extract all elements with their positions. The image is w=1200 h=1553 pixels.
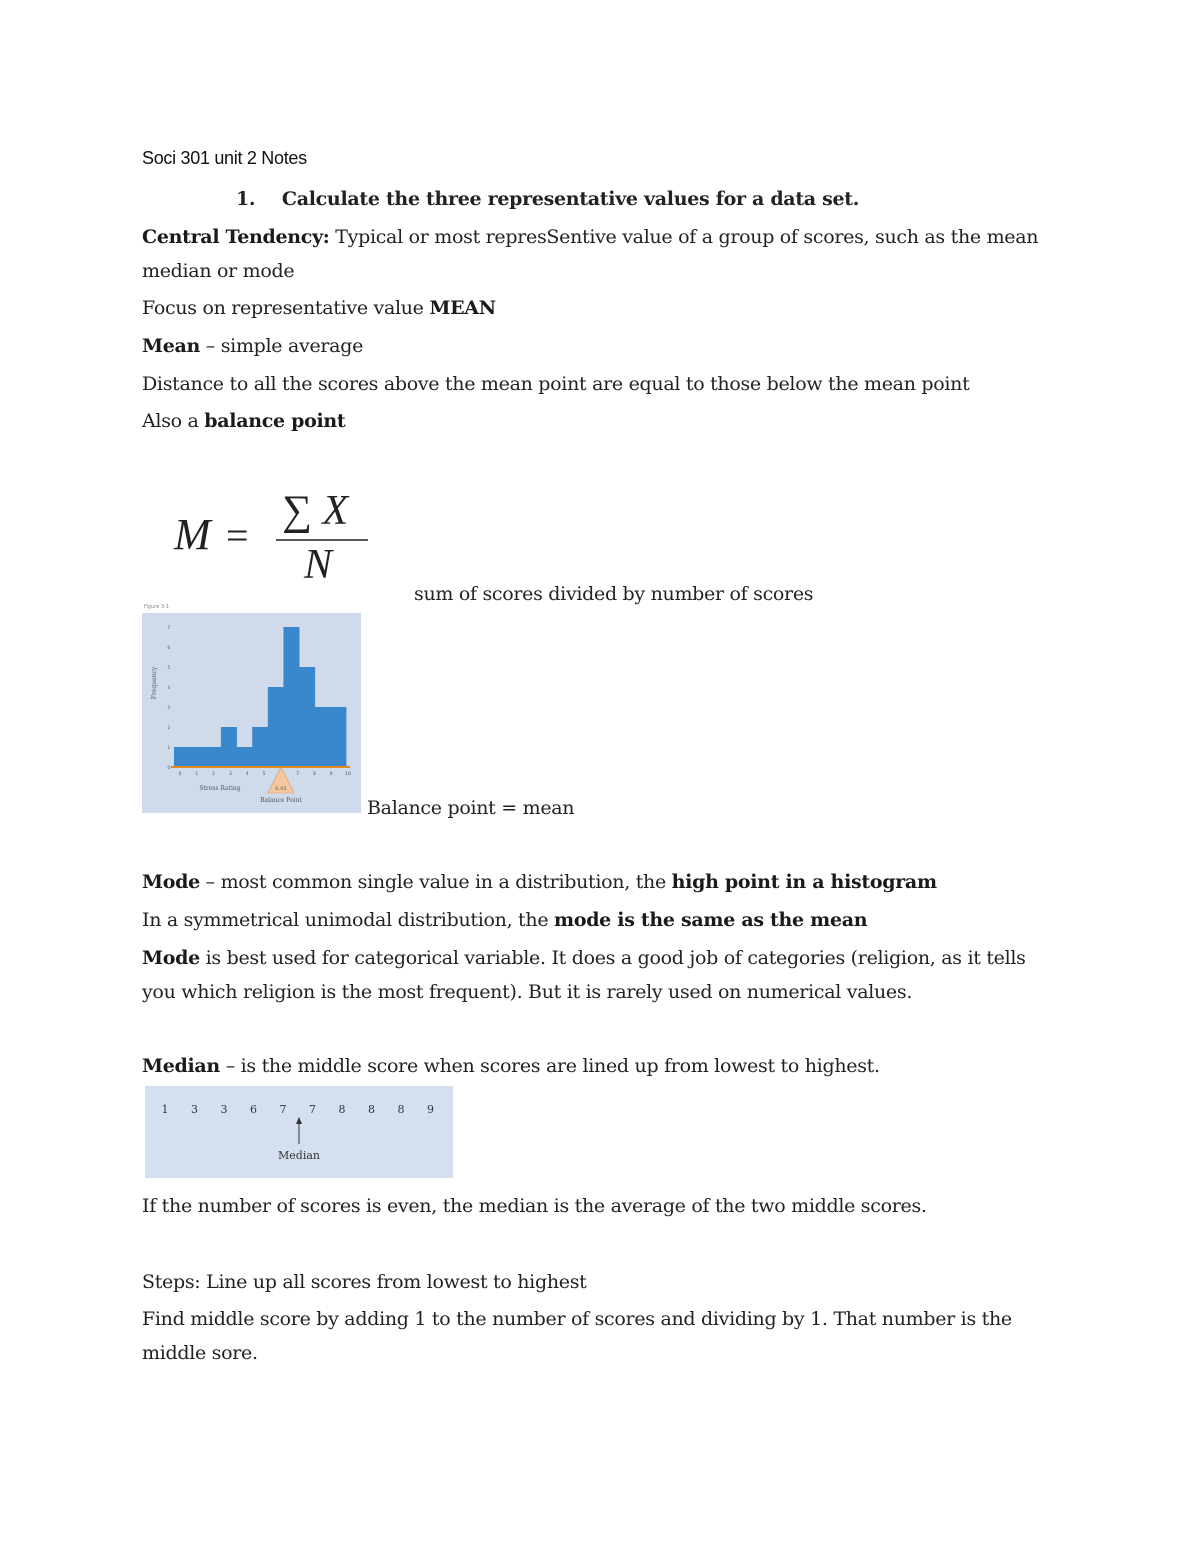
histogram-bar (252, 727, 268, 767)
median-definition (142, 1055, 880, 1077)
histogram-bar (205, 747, 221, 767)
steps-line1: Steps: Line up all scores from lowest to highest (142, 1271, 587, 1293)
figure-label: Figure 3-1 (144, 604, 170, 610)
central-tendency-line1 (142, 226, 1038, 248)
y-axis-label: Frequency (151, 666, 158, 700)
x-tick-label: 2 (212, 772, 216, 777)
median-score: 3 (191, 1103, 198, 1116)
median-score: 1 (161, 1103, 169, 1116)
median-score: 7 (279, 1103, 287, 1116)
focus-text: Focus on representative value (142, 297, 430, 319)
histogram-bar (315, 707, 331, 767)
x-tick-label: 5 (262, 772, 266, 777)
symmetric-bold: mode is the same as the mean (554, 909, 868, 931)
x-tick-label: 8 (312, 772, 316, 777)
y-tick-label: 1 (167, 745, 170, 750)
formula-equals: = (226, 513, 249, 558)
median-score: 6 (250, 1103, 257, 1116)
x-tick-label: 9 (329, 772, 333, 777)
mode-use-text: is best used for categorical variable. It does a good job of categories (religion, as it tells (199, 947, 1026, 969)
mode-text: – most common single value in a distribution, the (199, 871, 672, 893)
histogram-caption: Balance point = mean (367, 797, 575, 819)
doc-title: Soci 301 unit 2 Notes (142, 148, 307, 168)
x-tick-label: 4 (245, 772, 249, 777)
histogram-bar (190, 747, 206, 767)
y-tick-label: 2 (167, 725, 170, 730)
mode-bold: high point in a histogram (671, 871, 937, 893)
histogram-bar (221, 727, 237, 767)
median-label: Median (278, 1149, 320, 1162)
histogram-bar (268, 687, 284, 767)
central-tendency-text: Typical or most represSentive value of a group of scores, such as the mean (329, 226, 1039, 248)
mean-text: – simple average (200, 335, 364, 357)
fulcrum-value: 6.05 (275, 786, 287, 792)
histogram-bar (299, 667, 315, 767)
mode-use-line2: you which religion is the most frequent). But it is rarely used on numerical values. (142, 981, 913, 1003)
balance-point-label: Balance Point (260, 797, 302, 804)
x-tick-label: 3 (228, 772, 232, 777)
median-score: 3 (220, 1103, 228, 1116)
y-tick-label: 4 (167, 685, 170, 690)
formula-denominator: N (304, 542, 333, 584)
mean-definition (142, 335, 363, 357)
mode-use-term: Mode (142, 947, 200, 969)
central-tendency-line2: median or mode (142, 260, 295, 282)
focus-bold: MEAN (429, 297, 496, 319)
heading-number: 1. (236, 188, 256, 210)
focus-line (142, 297, 496, 319)
median-score: 8 (338, 1103, 346, 1116)
balance-line (142, 410, 345, 432)
formula-caption: sum of scores divided by number of scores (414, 583, 814, 605)
steps-line2: Find middle score by adding 1 to the number of scores and dividing by 1. That number is the (142, 1308, 1012, 1330)
x-tick-label: 1 (195, 772, 199, 777)
mode-definition (142, 871, 937, 893)
heading-text: Calculate the three representative values for a data set. (281, 188, 860, 210)
steps-line3: middle sore. (142, 1342, 258, 1364)
symmetric-text: In a symmetrical unimodal distribution, the (142, 909, 555, 931)
y-tick-label: 6 (167, 645, 170, 650)
mean-term: Mean (142, 335, 201, 357)
median-score: 8 (368, 1103, 375, 1116)
mode-use-line1 (142, 947, 1026, 969)
histogram-bar (330, 707, 346, 767)
central-tendency-term: Central Tendency: (142, 226, 330, 248)
symmetric-line (142, 909, 867, 931)
median-term: Median (142, 1055, 220, 1077)
section-heading (236, 188, 859, 210)
median-score: 7 (309, 1103, 316, 1116)
even-line: If the number of scores is even, the median is the average of the two middle scores. (142, 1195, 927, 1217)
y-tick-label: 3 (167, 705, 170, 710)
x-tick-label: 10 (345, 772, 351, 777)
median-score: 8 (397, 1103, 405, 1116)
balance-text: Also a (142, 410, 205, 432)
y-tick-label: 0 (167, 765, 170, 770)
y-tick-label: 7 (167, 625, 170, 630)
formula-numerator: ∑ X (282, 488, 349, 534)
balance-bold: balance point (204, 410, 346, 432)
mode-term: Mode (142, 871, 200, 893)
median-text: – is the middle score when scores are lined up from lowest to highest. (219, 1055, 880, 1077)
y-tick-label: 5 (167, 665, 170, 670)
formula-lhs: M (174, 510, 211, 559)
median-arrow-icon (296, 1117, 302, 1124)
x-tick-label: 7 (296, 772, 300, 777)
distance-line: Distance to all the scores above the mean point are equal to those below the mean point (142, 373, 970, 395)
histogram-figure (142, 613, 361, 813)
mean-formula (170, 484, 390, 584)
histogram-bar (174, 747, 190, 767)
histogram-bar (283, 627, 299, 767)
median-score: 9 (427, 1103, 434, 1116)
x-axis-label: Stress Rating (199, 785, 241, 792)
median-figure (145, 1086, 453, 1178)
median-diagram (145, 1086, 453, 1178)
x-tick-label: 0 (178, 772, 182, 777)
histogram-chart (142, 613, 361, 813)
histogram-bar (237, 747, 253, 767)
